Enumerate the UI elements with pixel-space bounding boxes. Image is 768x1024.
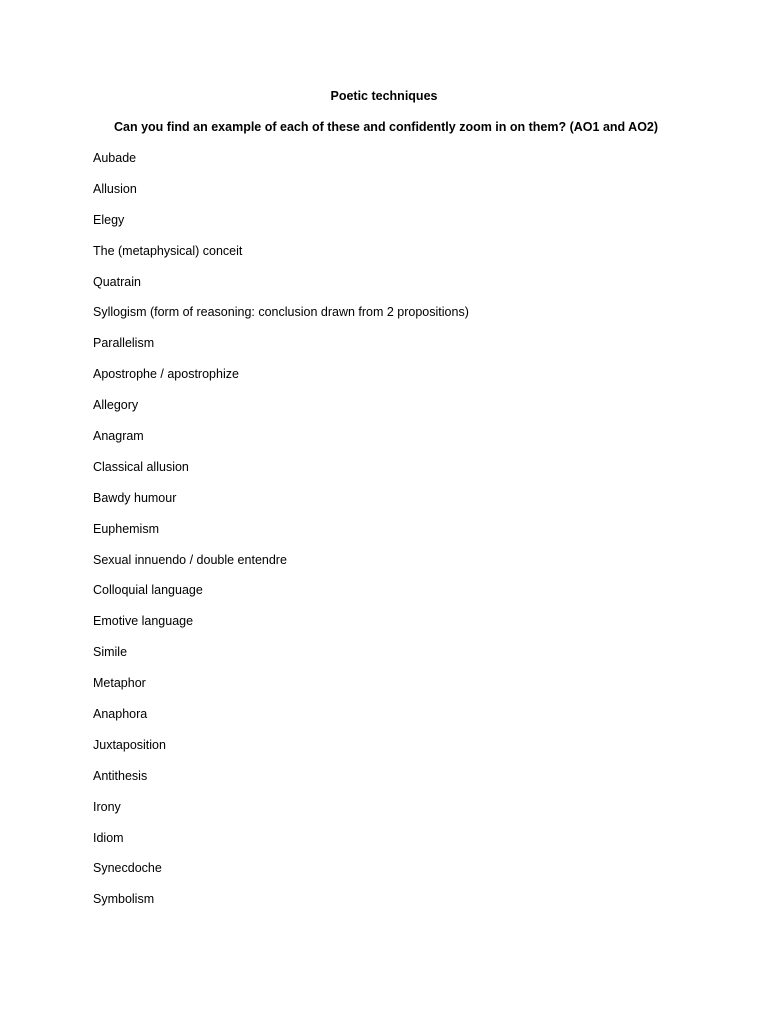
- list-item: Allusion: [93, 181, 137, 196]
- list-item: Idiom: [93, 830, 124, 845]
- list-item: Quatrain: [93, 274, 141, 289]
- instruction-text: Can you find an example of each of these and confidently zoom in on them? (AO1 and AO2): [114, 120, 659, 134]
- list-item: Euphemism: [93, 521, 159, 536]
- list-item: The (metaphysical) conceit: [93, 243, 243, 258]
- page-title: Poetic techniques: [330, 89, 438, 103]
- list-item: Simile: [93, 645, 128, 660]
- list-item: Synecdoche: [93, 861, 162, 876]
- list-item: Metaphor: [93, 676, 146, 691]
- list-item: Classical allusion: [93, 459, 189, 474]
- list-item: Emotive language: [93, 614, 194, 629]
- list-item: Bawdy humour: [93, 490, 177, 505]
- list-item: Allegory: [93, 398, 139, 413]
- list-item: Syllogism (form of reasoning: conclusion drawn from 2 propositions): [93, 305, 469, 320]
- list-item: Apostrophe / apostrophize: [93, 367, 239, 382]
- list-item: Aubade: [93, 151, 137, 165]
- list-item: Juxtaposition: [93, 737, 166, 752]
- list-item: Sexual innuendo / double entendre: [93, 552, 287, 567]
- list-item: Anaphora: [93, 707, 148, 722]
- list-item: Irony: [93, 799, 121, 814]
- list-item: Symbolism: [93, 892, 155, 907]
- list-item: Colloquial language: [93, 583, 203, 598]
- list-item: Anagram: [93, 429, 144, 444]
- list-item: Antithesis: [93, 768, 148, 783]
- list-item: Parallelism: [93, 336, 155, 351]
- technique-list: [93, 149, 469, 921]
- list-item: Elegy: [93, 212, 125, 227]
